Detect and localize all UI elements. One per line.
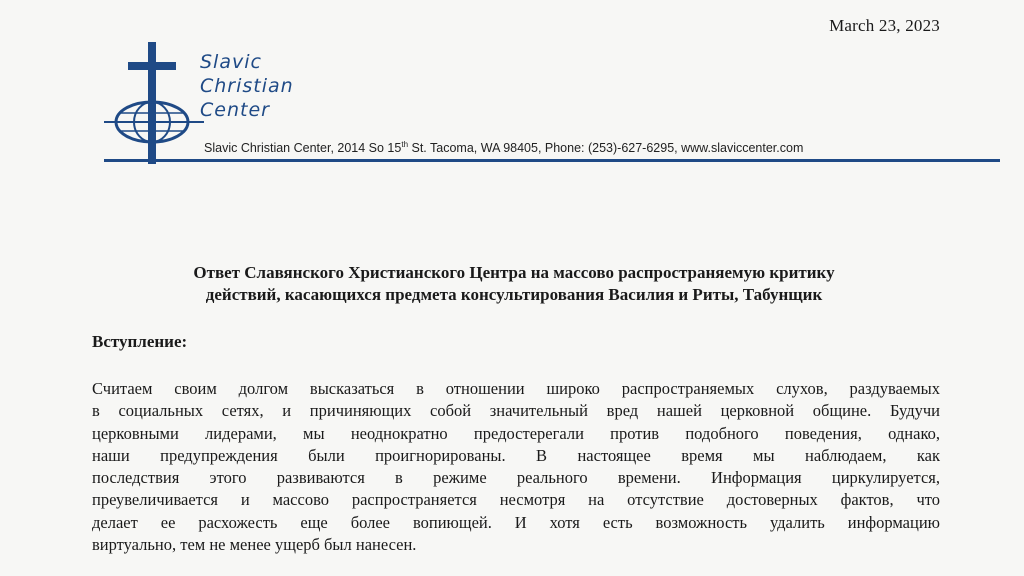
title-line-2: действий, касающихся предмета консультирования Василия и Риты, Табунщик bbox=[205, 285, 823, 304]
paragraph-line: делает ее расхожесть еще более вопиющей. И хотя есть возможность удалить информацию bbox=[92, 512, 940, 532]
paragraph-line: в социальных сетях, и причиняющих собой значительный вред нашей церковной общине. Будучи bbox=[92, 401, 940, 421]
paragraph-line: наши предупреждения были проигнорированы. В настоящее время мы наблюдаем, как bbox=[92, 445, 940, 465]
logo-line-2: Christian bbox=[200, 75, 294, 97]
paragraph-line: церковными лидерами, мы неоднократно предостерегали против подобного поведения, однако, bbox=[92, 423, 940, 443]
logo-line-1: Slavic bbox=[200, 51, 262, 73]
logo-wordmark bbox=[200, 50, 294, 122]
letterhead-divider bbox=[104, 159, 1000, 162]
document-title bbox=[80, 262, 948, 306]
intro-paragraph bbox=[92, 378, 940, 556]
paragraph-line: виртуально, тем не менее ущерб был нанесен. bbox=[92, 535, 417, 555]
letter-date: March 23, 2023 bbox=[829, 16, 940, 35]
address-part-2: St. Tacoma, WA 98405, Phone: (253)-627-6295, www.slaviccenter.com bbox=[408, 141, 804, 156]
intro-heading: Вступление: bbox=[92, 332, 188, 351]
paragraph-line: последствия этого развиваются в режиме реального времени. Информация циркулируется, bbox=[92, 468, 940, 488]
logo-line-3: Center bbox=[200, 99, 270, 121]
letterhead-address bbox=[204, 140, 803, 155]
address-superscript: th bbox=[401, 140, 409, 149]
paragraph-line: Считаем своим долгом высказаться в отношении широко распространяемых слухов, раздуваемых bbox=[92, 379, 940, 398]
title-line-1: Ответ Славянского Христианского Центра на массово распространяемую критику bbox=[193, 263, 835, 282]
address-part-1: Slavic Christian Center, 2014 So 15 bbox=[204, 141, 402, 156]
paragraph-line: преувеличивается и массово распространяется несмотря на отсутствие достоверных фактов, что bbox=[92, 490, 940, 510]
